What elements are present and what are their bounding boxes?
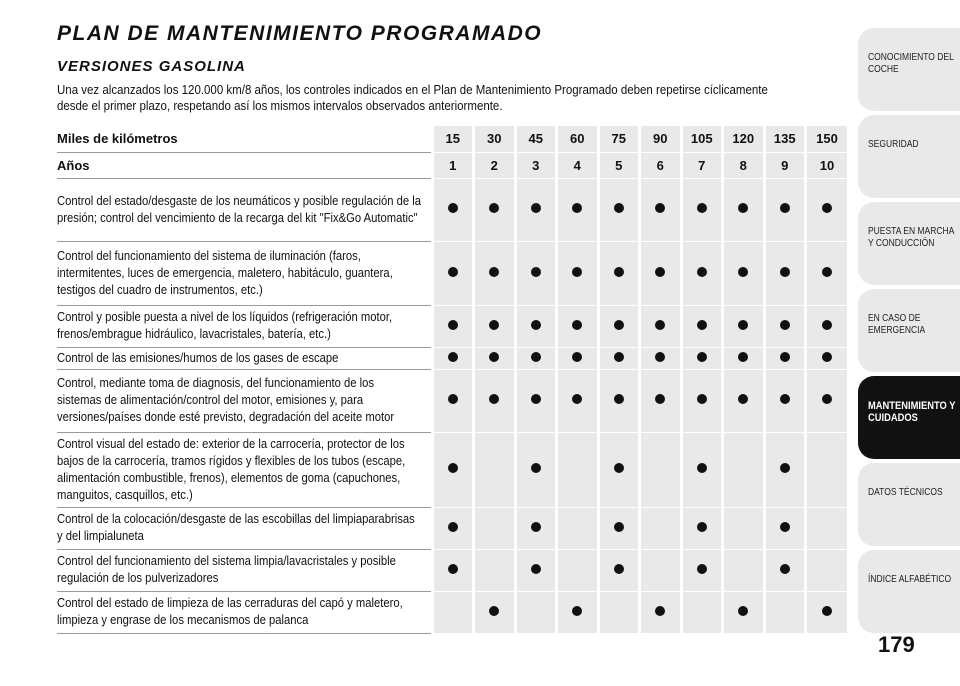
interval-cell <box>681 591 723 633</box>
interval-cell <box>806 241 848 305</box>
page-title: PLAN DE MANTENIMIENTO PROGRAMADO <box>57 22 543 45</box>
task-description-text: Control del estado de limpieza de las cerraduras del capó y maletero, limpieza y engrase de los mecanismos de palanca <box>57 596 403 627</box>
interval-cell <box>640 549 682 591</box>
table-row <box>57 241 847 305</box>
check-dot-icon <box>780 203 790 213</box>
check-dot-icon <box>448 267 458 277</box>
interval-cell <box>515 347 557 369</box>
years-header-cell: 8 <box>723 152 765 178</box>
km-header-cell: 30 <box>474 126 516 152</box>
interval-cell <box>806 305 848 347</box>
interval-cell <box>723 241 765 305</box>
check-dot-icon <box>697 463 707 473</box>
check-dot-icon <box>448 352 458 362</box>
task-description-text: Control del estado/desgaste de los neumáticos y posible regulación de la presión; control del vencimiento de la recarga del kit "Fix&Go Automatic" <box>57 193 421 225</box>
table-row <box>57 591 847 633</box>
check-dot-icon <box>489 352 499 362</box>
interval-cell <box>806 549 848 591</box>
check-dot-icon <box>489 203 499 213</box>
sidebar-tab[interactable] <box>858 463 960 546</box>
check-dot-icon <box>738 267 748 277</box>
interval-cell <box>515 305 557 347</box>
sidebar-tab[interactable] <box>858 28 960 111</box>
check-dot-icon <box>572 394 582 404</box>
interval-cell <box>681 432 723 507</box>
sidebar-tab[interactable] <box>858 202 960 285</box>
check-dot-icon <box>822 394 832 404</box>
interval-cell <box>557 305 599 347</box>
interval-cell <box>681 347 723 369</box>
interval-cell <box>598 178 640 241</box>
check-dot-icon <box>489 394 499 404</box>
interval-cell <box>598 305 640 347</box>
interval-cell <box>640 347 682 369</box>
interval-cell <box>681 549 723 591</box>
task-description <box>57 432 432 507</box>
interval-cell <box>806 178 848 241</box>
check-dot-icon <box>531 320 541 330</box>
interval-cell <box>764 507 806 549</box>
interval-cell <box>681 369 723 432</box>
interval-cell <box>557 507 599 549</box>
task-description-text: Control visual del estado de: exterior de la carrocería, protector de los bajos de la carrocería, tramos rígidos y flexibles de los tubos (escape, alimentación combustible, frenos), elementos de goma (capuchones, manguitos, casquillos, etc.) <box>57 436 406 502</box>
task-description-text: Control del funcionamiento del sistema de iluminación (faros, intermitentes, luces de emergencia, maletero, habitáculo, guantera, testigos del cuadro de instrumentos, etc.) <box>57 248 393 297</box>
interval-cell <box>806 347 848 369</box>
maintenance-schedule-table <box>57 126 847 634</box>
interval-cell <box>723 591 765 633</box>
check-dot-icon <box>614 203 624 213</box>
task-description <box>57 369 432 432</box>
check-dot-icon <box>697 267 707 277</box>
check-dot-icon <box>531 522 541 532</box>
interval-cell <box>515 507 557 549</box>
sidebar-tab-label: SEGURIDAD <box>868 139 919 150</box>
km-header-cell: 120 <box>723 126 765 152</box>
km-header-cell: 90 <box>640 126 682 152</box>
check-dot-icon <box>780 463 790 473</box>
interval-cell <box>432 178 474 241</box>
check-dot-icon <box>531 564 541 574</box>
task-description <box>57 507 432 549</box>
years-header-cell: 10 <box>806 152 848 178</box>
check-dot-icon <box>780 394 790 404</box>
interval-cell <box>557 347 599 369</box>
interval-cell <box>432 591 474 633</box>
years-header-cell: 5 <box>598 152 640 178</box>
years-header-label: Años <box>57 152 432 178</box>
interval-cell <box>764 549 806 591</box>
table-row <box>57 347 847 369</box>
check-dot-icon <box>738 394 748 404</box>
km-header-cell: 75 <box>598 126 640 152</box>
interval-cell <box>640 369 682 432</box>
check-dot-icon <box>614 394 624 404</box>
check-dot-icon <box>614 463 624 473</box>
check-dot-icon <box>531 394 541 404</box>
check-dot-icon <box>697 320 707 330</box>
check-dot-icon <box>780 320 790 330</box>
interval-cell <box>432 432 474 507</box>
check-dot-icon <box>531 203 541 213</box>
check-dot-icon <box>655 394 665 404</box>
interval-cell <box>515 432 557 507</box>
page-number: 179 <box>878 632 915 657</box>
sidebar-tab[interactable] <box>858 550 960 633</box>
check-dot-icon <box>572 352 582 362</box>
interval-cell <box>806 507 848 549</box>
check-dot-icon <box>780 564 790 574</box>
check-dot-icon <box>448 394 458 404</box>
interval-cell <box>681 241 723 305</box>
interval-cell <box>764 178 806 241</box>
task-description-text: Control, mediante toma de diagnosis, del funcionamiento de los sistemas de alimentación/control del motor, emisiones y, para versiones/países donde esté previsto, degradación del aceite motor <box>57 376 395 424</box>
check-dot-icon <box>655 352 665 362</box>
task-description <box>57 591 432 633</box>
check-dot-icon <box>822 606 832 616</box>
check-dot-icon <box>822 352 832 362</box>
check-dot-icon <box>614 320 624 330</box>
interval-cell <box>515 241 557 305</box>
sidebar-tab-label: PUESTA EN MARCHA Y CONDUCCIÓN <box>868 226 954 249</box>
interval-cell <box>723 305 765 347</box>
check-dot-icon <box>738 203 748 213</box>
interval-cell <box>557 432 599 507</box>
interval-cell <box>432 549 474 591</box>
interval-cell <box>681 178 723 241</box>
interval-cell <box>515 369 557 432</box>
years-header-cell: 4 <box>557 152 599 178</box>
interval-cell <box>432 507 474 549</box>
interval-cell <box>474 507 516 549</box>
interval-cell <box>474 241 516 305</box>
chapter-sidebar <box>858 28 960 637</box>
task-description <box>57 549 432 591</box>
check-dot-icon <box>738 352 748 362</box>
sidebar-tab-label: DATOS TÉCNICOS <box>868 487 943 498</box>
interval-cell <box>640 178 682 241</box>
interval-cell <box>515 178 557 241</box>
interval-cell <box>515 591 557 633</box>
sidebar-tab-label: ÍNDICE ALFABÉTICO <box>868 574 952 585</box>
interval-cell <box>764 241 806 305</box>
interval-cell <box>764 591 806 633</box>
table-row <box>57 549 847 591</box>
years-header-cell: 3 <box>515 152 557 178</box>
interval-cell <box>474 347 516 369</box>
interval-cell <box>723 432 765 507</box>
check-dot-icon <box>531 463 541 473</box>
check-dot-icon <box>572 267 582 277</box>
interval-cell <box>474 178 516 241</box>
years-header-cell: 7 <box>681 152 723 178</box>
task-description <box>57 305 432 347</box>
table-row <box>57 305 847 347</box>
check-dot-icon <box>489 267 499 277</box>
interval-cell <box>474 305 516 347</box>
interval-cell <box>723 369 765 432</box>
task-description-text: Control del funcionamiento del sistema limpia/lavacristales y posible regulación de los pulverizadores <box>57 554 396 585</box>
table-row <box>57 432 847 507</box>
check-dot-icon <box>489 606 499 616</box>
check-dot-icon <box>780 522 790 532</box>
table-row <box>57 507 847 549</box>
interval-cell <box>432 347 474 369</box>
check-dot-icon <box>572 320 582 330</box>
interval-cell <box>515 549 557 591</box>
check-dot-icon <box>572 606 582 616</box>
check-dot-icon <box>614 352 624 362</box>
check-dot-icon <box>448 564 458 574</box>
interval-cell <box>598 507 640 549</box>
check-dot-icon <box>697 394 707 404</box>
check-dot-icon <box>697 564 707 574</box>
check-dot-icon <box>448 522 458 532</box>
interval-cell <box>598 549 640 591</box>
check-dot-icon <box>697 522 707 532</box>
years-header-cell: 9 <box>764 152 806 178</box>
interval-cell <box>764 369 806 432</box>
check-dot-icon <box>531 352 541 362</box>
interval-cell <box>557 591 599 633</box>
check-dot-icon <box>780 267 790 277</box>
interval-cell <box>474 591 516 633</box>
interval-cell <box>432 305 474 347</box>
check-dot-icon <box>655 203 665 213</box>
years-header-cell: 6 <box>640 152 682 178</box>
check-dot-icon <box>738 606 748 616</box>
interval-cell <box>681 507 723 549</box>
task-description <box>57 241 432 305</box>
check-dot-icon <box>614 522 624 532</box>
check-dot-icon <box>822 267 832 277</box>
interval-cell <box>764 347 806 369</box>
km-header-cell: 15 <box>432 126 474 152</box>
check-dot-icon <box>531 267 541 277</box>
check-dot-icon <box>655 267 665 277</box>
table-row <box>57 178 847 241</box>
check-dot-icon <box>822 320 832 330</box>
interval-cell <box>723 347 765 369</box>
table-row <box>57 369 847 432</box>
sidebar-tab-label: CONOCIMIENTO DEL COCHE <box>868 52 954 75</box>
check-dot-icon <box>448 463 458 473</box>
check-dot-icon <box>614 564 624 574</box>
interval-cell <box>640 591 682 633</box>
task-description <box>57 347 432 369</box>
interval-cell <box>598 241 640 305</box>
interval-cell <box>557 178 599 241</box>
sidebar-tab[interactable] <box>858 376 960 459</box>
intro-paragraph: Una vez alcanzados los 120.000 km/8 años, los controles indicados en el Plan de Mantenimiento Programado deben repetirse cíclicamente desde el primer plazo, respetando así los mismos intervalos observados anteriormente. <box>57 83 768 113</box>
interval-cell <box>598 432 640 507</box>
km-header-row <box>57 126 847 152</box>
check-dot-icon <box>655 320 665 330</box>
interval-cell <box>640 507 682 549</box>
sidebar-tab[interactable] <box>858 289 960 372</box>
check-dot-icon <box>448 203 458 213</box>
km-header-cell: 105 <box>681 126 723 152</box>
task-description-text: Control de la colocación/desgaste de las escobillas del limpiaparabrisas y del limpialuneta <box>57 512 415 543</box>
interval-cell <box>806 591 848 633</box>
interval-cell <box>723 507 765 549</box>
interval-cell <box>557 241 599 305</box>
interval-cell <box>557 549 599 591</box>
years-header-cell: 2 <box>474 152 516 178</box>
years-header-cell: 1 <box>432 152 474 178</box>
sidebar-tab[interactable] <box>858 115 960 198</box>
interval-cell <box>764 305 806 347</box>
interval-cell <box>432 241 474 305</box>
task-description <box>57 178 432 241</box>
check-dot-icon <box>738 320 748 330</box>
km-header-cell: 60 <box>557 126 599 152</box>
interval-cell <box>598 591 640 633</box>
check-dot-icon <box>655 606 665 616</box>
check-dot-icon <box>489 320 499 330</box>
interval-cell <box>640 241 682 305</box>
interval-cell <box>474 369 516 432</box>
check-dot-icon <box>780 352 790 362</box>
interval-cell <box>640 432 682 507</box>
check-dot-icon <box>572 203 582 213</box>
check-dot-icon <box>697 203 707 213</box>
interval-cell <box>723 549 765 591</box>
interval-cell <box>598 369 640 432</box>
task-description-text: Control y posible puesta a nivel de los líquidos (refrigeración motor, frenos/embrague hidráulico, lavacristales, batería, etc.) <box>57 310 393 341</box>
task-description-text: Control de las emisiones/humos de los gases de escape <box>57 350 339 365</box>
interval-cell <box>474 549 516 591</box>
interval-cell <box>432 369 474 432</box>
interval-cell <box>723 178 765 241</box>
interval-cell <box>681 305 723 347</box>
years-header-row <box>57 152 847 178</box>
interval-cell <box>598 347 640 369</box>
km-header-cell: 150 <box>806 126 848 152</box>
interval-cell <box>806 369 848 432</box>
interval-cell <box>557 369 599 432</box>
check-dot-icon <box>448 320 458 330</box>
interval-cell <box>764 432 806 507</box>
check-dot-icon <box>614 267 624 277</box>
sidebar-tab-label: EN CASO DE EMERGENCIA <box>868 313 926 336</box>
interval-cell <box>806 432 848 507</box>
km-header-label: Miles de kilómetros <box>57 126 432 152</box>
km-header-cell: 135 <box>764 126 806 152</box>
interval-cell <box>474 432 516 507</box>
interval-cell <box>640 305 682 347</box>
check-dot-icon <box>822 203 832 213</box>
check-dot-icon <box>697 352 707 362</box>
sidebar-tab-label: MANTENIMIENTO Y CUIDADOS <box>868 400 956 424</box>
km-header-cell: 45 <box>515 126 557 152</box>
section-subtitle: VERSIONES GASOLINA <box>57 58 246 75</box>
